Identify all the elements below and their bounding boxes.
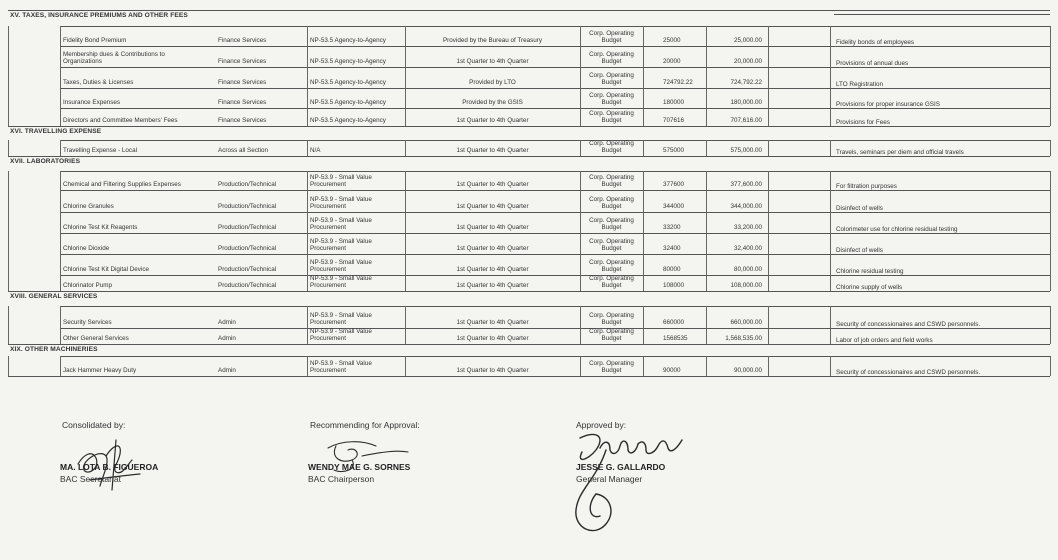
row-fund-source: Corp. Operating bbox=[589, 30, 634, 37]
row-total: 724,792.22 bbox=[730, 79, 762, 86]
row-total: 180,000.00 bbox=[730, 99, 762, 106]
table-rule bbox=[60, 190, 1050, 191]
section-title: XIX. OTHER MACHINERIES bbox=[10, 346, 98, 353]
column-rule bbox=[8, 275, 9, 291]
column-rule bbox=[8, 356, 9, 376]
row-schedule: 1st Quarter to 4th Quarter bbox=[456, 203, 529, 210]
row-mode: NP-53.9 - Small Value bbox=[310, 196, 372, 203]
column-rule bbox=[1050, 88, 1051, 108]
signatory-name: JESSE G. GALLARDO bbox=[576, 462, 666, 472]
row-fund-source: Budget bbox=[601, 319, 622, 326]
row-fund-source: Corp. Operating bbox=[589, 238, 634, 245]
row-mode: NP-53.9 - Small Value bbox=[310, 217, 372, 224]
column-rule bbox=[830, 171, 831, 190]
column-rule bbox=[830, 306, 831, 328]
row-fund-source: Corp. Operating bbox=[589, 259, 634, 266]
row-mode: Procurement bbox=[310, 181, 347, 188]
column-rule bbox=[1050, 356, 1051, 376]
table-rule bbox=[60, 254, 1050, 255]
row-fund-source: Corp. Operating bbox=[589, 140, 634, 147]
column-rule bbox=[1050, 171, 1051, 190]
row-schedule: 1st Quarter to 4th Quarter bbox=[456, 147, 529, 154]
column-rule bbox=[1050, 328, 1051, 344]
column-rule bbox=[8, 140, 9, 156]
column-rule bbox=[643, 306, 644, 328]
row-remarks: Disinfect of wells bbox=[836, 205, 883, 212]
column-rule bbox=[8, 190, 9, 212]
column-rule bbox=[1050, 190, 1051, 212]
row-fund-source: Budget bbox=[601, 335, 622, 342]
row-fund-source: Budget bbox=[601, 203, 622, 210]
row-abc: 20000 bbox=[663, 58, 681, 65]
row-remarks: LTO Registration bbox=[836, 81, 884, 88]
column-rule bbox=[60, 108, 61, 126]
column-rule bbox=[307, 190, 308, 212]
column-rule bbox=[60, 212, 61, 233]
row-fund-source: Corp. Operating bbox=[589, 174, 634, 181]
column-rule bbox=[60, 46, 61, 67]
table-rule bbox=[8, 126, 1050, 127]
table-rule bbox=[60, 67, 1050, 68]
column-rule bbox=[1050, 254, 1051, 275]
row-abc: 707616 bbox=[663, 117, 685, 124]
row-end-user: Finance Services bbox=[218, 37, 267, 44]
row-item: Travelling Expense - Local bbox=[63, 147, 137, 154]
row-mode: NP-53.9 - Small Value bbox=[310, 275, 372, 282]
column-rule bbox=[307, 46, 308, 67]
row-total: 575,000.00 bbox=[730, 147, 762, 154]
row-end-user: Admin bbox=[218, 319, 236, 326]
table-rule bbox=[834, 376, 1050, 377]
column-rule bbox=[60, 328, 61, 344]
column-rule bbox=[307, 171, 308, 190]
row-total: 108,000.00 bbox=[730, 282, 762, 289]
column-rule bbox=[830, 254, 831, 275]
row-fund-source: Budget bbox=[601, 224, 622, 231]
row-fund-source: Budget bbox=[601, 245, 622, 252]
column-rule bbox=[643, 88, 644, 108]
signatory-title: BAC Chairperson bbox=[308, 474, 375, 484]
table-rule bbox=[60, 233, 1050, 234]
row-abc: 724792.22 bbox=[663, 79, 693, 86]
section-title: XVI. TRAVELLING EXPENSE bbox=[10, 128, 102, 135]
row-mode: NP-53.9 - Small Value bbox=[310, 360, 372, 367]
row-total: 32,400.00 bbox=[733, 245, 762, 252]
row-total: 33,200.00 bbox=[733, 224, 762, 231]
row-fund-source: Corp. Operating bbox=[589, 110, 634, 117]
row-mode: NP-53.5 Agency-to-Agency bbox=[310, 58, 386, 65]
row-fund-source: Corp. Operating bbox=[589, 360, 634, 367]
row-remarks: Colorimeter use for chlorine residual testing bbox=[836, 226, 958, 233]
column-rule bbox=[307, 26, 308, 46]
signatory-label: Approved by: bbox=[576, 420, 627, 430]
row-fund-source: Budget bbox=[601, 367, 622, 374]
row-schedule: 1st Quarter to 4th Quarter bbox=[456, 335, 529, 342]
row-schedule: 1st Quarter to 4th Quarter bbox=[456, 224, 529, 231]
row-abc: 90000 bbox=[663, 367, 681, 374]
signatory-name: WENDY MAE G. SORNES bbox=[308, 462, 411, 472]
column-rule bbox=[1050, 46, 1051, 67]
column-rule bbox=[768, 212, 769, 233]
row-item: Chlorine Granules bbox=[63, 203, 114, 210]
column-rule bbox=[830, 275, 831, 291]
column-rule bbox=[643, 67, 644, 88]
column-rule bbox=[60, 171, 61, 190]
row-total: 20,000.00 bbox=[733, 58, 762, 65]
column-rule bbox=[768, 67, 769, 88]
row-remarks: Fidelity bonds of employees bbox=[836, 39, 915, 46]
row-remarks: Chlorine supply of wells bbox=[836, 284, 903, 291]
table-rule bbox=[8, 10, 1050, 11]
column-rule bbox=[830, 26, 831, 46]
row-item: Other General Services bbox=[63, 335, 129, 342]
row-fund-source: Corp. Operating bbox=[589, 275, 634, 282]
column-rule bbox=[307, 356, 308, 376]
row-item: Insurance Expenses bbox=[63, 99, 121, 106]
row-abc: 660000 bbox=[663, 319, 685, 326]
column-rule bbox=[307, 275, 308, 291]
column-rule bbox=[307, 140, 308, 156]
row-end-user: Production/Technical bbox=[218, 282, 277, 289]
column-rule bbox=[768, 306, 769, 328]
column-rule bbox=[643, 275, 644, 291]
table-rule bbox=[60, 26, 1050, 27]
row-schedule: 1st Quarter to 4th Quarter bbox=[456, 319, 529, 326]
row-mode: NP-53.5 Agency-to-Agency bbox=[310, 37, 386, 44]
row-schedule: 1st Quarter to 4th Quarter bbox=[456, 58, 529, 65]
row-end-user: Admin bbox=[218, 335, 236, 342]
column-rule bbox=[8, 88, 9, 108]
row-item: Chlorinator Pump bbox=[63, 282, 112, 289]
column-rule bbox=[60, 26, 61, 46]
column-rule bbox=[643, 26, 644, 46]
row-fund-source: Corp. Operating bbox=[589, 328, 634, 335]
column-rule bbox=[768, 140, 769, 156]
row-mode: NP-53.5 Agency-to-Agency bbox=[310, 117, 386, 124]
signatory-name: MA. LOTA B. FIGUEROA bbox=[60, 462, 159, 472]
row-remarks: Provisions for Fees bbox=[836, 119, 890, 126]
row-schedule: 1st Quarter to 4th Quarter bbox=[456, 367, 529, 374]
row-mode: NP-53.9 - Small Value bbox=[310, 238, 372, 245]
column-rule bbox=[830, 88, 831, 108]
column-rule bbox=[60, 356, 61, 376]
column-rule bbox=[643, 46, 644, 67]
signature-gallardo bbox=[566, 420, 716, 550]
row-abc: 33200 bbox=[663, 224, 681, 231]
row-fund-source: Budget bbox=[601, 117, 622, 124]
row-end-user: Production/Technical bbox=[218, 224, 277, 231]
column-rule bbox=[830, 46, 831, 67]
table-rule bbox=[60, 212, 1050, 213]
column-rule bbox=[8, 212, 9, 233]
row-end-user: Admin bbox=[218, 367, 236, 374]
row-mode: Procurement bbox=[310, 282, 347, 289]
row-item: Organizations bbox=[63, 58, 102, 65]
column-rule bbox=[1050, 140, 1051, 156]
signatory-title: BAC Secretariat bbox=[60, 474, 121, 484]
table-rule bbox=[60, 88, 1050, 89]
column-rule bbox=[307, 233, 308, 254]
column-rule bbox=[60, 140, 61, 156]
signature-sornes bbox=[322, 436, 412, 476]
row-remarks: Security of concessionaires and CSWD personnels. bbox=[836, 369, 981, 376]
section-title: XVIII. GENERAL SERVICES bbox=[10, 293, 98, 300]
column-rule bbox=[1050, 212, 1051, 233]
row-end-user: Production/Technical bbox=[218, 203, 277, 210]
row-mode: Procurement bbox=[310, 203, 347, 210]
column-rule bbox=[768, 108, 769, 126]
column-rule bbox=[830, 108, 831, 126]
section-title: XV. TAXES, INSURANCE PREMIUMS AND OTHER FEES bbox=[10, 12, 188, 19]
table-rule bbox=[60, 171, 1050, 172]
row-abc: 1568535 bbox=[663, 335, 688, 342]
column-rule bbox=[768, 88, 769, 108]
table-rule bbox=[834, 14, 1050, 15]
row-remarks: Provisions of annual dues bbox=[836, 60, 909, 67]
row-schedule: Provided by LTO bbox=[469, 79, 516, 86]
column-rule bbox=[830, 67, 831, 88]
column-rule bbox=[60, 190, 61, 212]
column-rule bbox=[8, 67, 9, 88]
row-fund-source: Corp. Operating bbox=[589, 312, 634, 319]
column-rule bbox=[768, 275, 769, 291]
column-rule bbox=[307, 108, 308, 126]
column-rule bbox=[643, 356, 644, 376]
column-rule bbox=[8, 306, 9, 328]
column-rule bbox=[8, 26, 9, 46]
column-rule bbox=[8, 108, 9, 126]
table-rule bbox=[60, 328, 1050, 329]
column-rule bbox=[830, 233, 831, 254]
column-rule bbox=[643, 328, 644, 344]
column-rule bbox=[60, 275, 61, 291]
row-item: Membership dues & Contributions to bbox=[63, 51, 165, 58]
table-rule bbox=[60, 306, 1050, 307]
column-rule bbox=[1050, 233, 1051, 254]
row-end-user: Across all Section bbox=[218, 147, 269, 154]
column-rule bbox=[60, 88, 61, 108]
column-rule bbox=[60, 306, 61, 328]
row-remarks: Disinfect of wells bbox=[836, 247, 883, 254]
row-end-user: Finance Services bbox=[218, 58, 267, 65]
row-mode: NP-53.5 Agency-to-Agency bbox=[310, 79, 386, 86]
row-abc: 377600 bbox=[663, 181, 685, 188]
row-abc: 25000 bbox=[663, 37, 681, 44]
column-rule bbox=[307, 254, 308, 275]
row-total: 344,000.00 bbox=[730, 203, 762, 210]
row-mode: Procurement bbox=[310, 245, 347, 252]
column-rule bbox=[1050, 67, 1051, 88]
row-item: Chlorine Dioxide bbox=[63, 245, 110, 252]
column-rule bbox=[643, 171, 644, 190]
row-fund-source: Budget bbox=[601, 58, 622, 65]
column-rule bbox=[643, 190, 644, 212]
column-rule bbox=[643, 108, 644, 126]
row-item: Chlorine Test Kit Digital Device bbox=[63, 266, 149, 273]
row-fund-source: Budget bbox=[601, 79, 622, 86]
row-fund-source: Corp. Operating bbox=[589, 72, 634, 79]
row-mode: Procurement bbox=[310, 266, 347, 273]
row-fund-source: Budget bbox=[601, 147, 622, 154]
row-schedule: 1st Quarter to 4th Quarter bbox=[456, 117, 529, 124]
column-rule bbox=[1050, 275, 1051, 291]
row-remarks: Travels, seminars per diem and official travels bbox=[836, 149, 964, 156]
column-rule bbox=[768, 190, 769, 212]
table-rule bbox=[60, 275, 1050, 276]
row-mode: NP-53.9 - Small Value bbox=[310, 259, 372, 266]
row-mode: Procurement bbox=[310, 335, 347, 342]
row-schedule: Provided by the GSIS bbox=[462, 99, 523, 106]
row-end-user: Finance Services bbox=[218, 79, 267, 86]
row-total: 90,000.00 bbox=[733, 367, 762, 374]
column-rule bbox=[1050, 26, 1051, 46]
row-schedule: 1st Quarter to 4th Quarter bbox=[456, 181, 529, 188]
row-fund-source: Budget bbox=[601, 37, 622, 44]
row-mode: Procurement bbox=[310, 367, 347, 374]
row-total: 1,568,535.00 bbox=[725, 335, 762, 342]
row-end-user: Finance Services bbox=[218, 117, 267, 124]
column-rule bbox=[768, 46, 769, 67]
row-fund-source: Corp. Operating bbox=[589, 196, 634, 203]
row-mode: NP-53.5 Agency-to-Agency bbox=[310, 99, 386, 106]
row-remarks: Labor of job orders and field works bbox=[836, 337, 933, 344]
section-title: XVII. LABORATORIES bbox=[10, 158, 81, 165]
table-rule bbox=[60, 356, 1050, 357]
row-end-user: Production/Technical bbox=[218, 245, 277, 252]
column-rule bbox=[8, 233, 9, 254]
row-total: 25,000.00 bbox=[733, 37, 762, 44]
column-rule bbox=[768, 26, 769, 46]
row-total: 377,600.00 bbox=[730, 181, 762, 188]
row-remarks: Security of concessionaires and CSWD personnels. bbox=[836, 321, 981, 328]
row-schedule: 1st Quarter to 4th Quarter bbox=[456, 245, 529, 252]
signatory-title: General Manager bbox=[576, 474, 643, 484]
table-rule bbox=[8, 344, 1050, 345]
row-mode: Procurement bbox=[310, 319, 347, 326]
column-rule bbox=[768, 233, 769, 254]
column-rule bbox=[643, 254, 644, 275]
row-fund-source: Budget bbox=[601, 266, 622, 273]
column-rule bbox=[830, 356, 831, 376]
column-rule bbox=[307, 88, 308, 108]
column-rule bbox=[830, 328, 831, 344]
row-abc: 80000 bbox=[663, 266, 681, 273]
column-rule bbox=[768, 254, 769, 275]
row-fund-source: Corp. Operating bbox=[589, 51, 634, 58]
row-total: 80,000.00 bbox=[733, 266, 762, 273]
table-rule bbox=[60, 108, 1050, 109]
row-fund-source: Budget bbox=[601, 181, 622, 188]
column-rule bbox=[643, 233, 644, 254]
row-item: Chemical and Filtering Supplies Expenses bbox=[63, 181, 181, 188]
table-rule bbox=[8, 291, 1050, 292]
signatory-label: Consolidated by: bbox=[62, 420, 126, 430]
row-end-user: Production/Technical bbox=[218, 266, 277, 273]
row-remarks: Provisions for proper insurance GSIS bbox=[836, 101, 940, 108]
row-fund-source: Budget bbox=[601, 99, 622, 106]
row-abc: 344000 bbox=[663, 203, 685, 210]
row-item: Security Services bbox=[63, 319, 112, 326]
column-rule bbox=[8, 328, 9, 344]
column-rule bbox=[643, 140, 644, 156]
table-rule bbox=[60, 140, 1050, 141]
signature-figueroa bbox=[70, 434, 150, 494]
column-rule bbox=[8, 46, 9, 67]
column-rule bbox=[768, 171, 769, 190]
row-schedule: 1st Quarter to 4th Quarter bbox=[456, 282, 529, 289]
row-remarks: Chlorine residual testing bbox=[836, 268, 904, 275]
row-schedule: Provided by the Bureau of Treasury bbox=[442, 37, 543, 44]
row-total: 707,616.00 bbox=[730, 117, 762, 124]
column-rule bbox=[307, 212, 308, 233]
row-abc: 32400 bbox=[663, 245, 681, 252]
column-rule bbox=[60, 254, 61, 275]
row-abc: 575000 bbox=[663, 147, 685, 154]
row-mode: NP-53.9 - Small Value bbox=[310, 174, 372, 181]
column-rule bbox=[307, 67, 308, 88]
column-rule bbox=[830, 212, 831, 233]
column-rule bbox=[8, 254, 9, 275]
row-item: Fidelity Bond Premium bbox=[63, 37, 127, 44]
column-rule bbox=[1050, 108, 1051, 126]
row-mode: NP-53.9 - Small Value bbox=[310, 328, 372, 335]
row-item: Chlorine Test Kit Reagents bbox=[63, 224, 138, 231]
column-rule bbox=[643, 212, 644, 233]
column-rule bbox=[768, 356, 769, 376]
column-rule bbox=[60, 67, 61, 88]
table-rule bbox=[8, 156, 1050, 157]
row-total: 660,000.00 bbox=[730, 319, 762, 326]
column-rule bbox=[60, 233, 61, 254]
row-fund-source: Corp. Operating bbox=[589, 217, 634, 224]
column-rule bbox=[1050, 306, 1051, 328]
table-rule bbox=[60, 46, 1050, 47]
column-rule bbox=[830, 140, 831, 156]
row-item: Taxes, Duties & Licenses bbox=[63, 79, 134, 86]
signatory-label: Recommending for Approval: bbox=[310, 420, 420, 430]
row-fund-source: Budget bbox=[601, 282, 622, 289]
row-schedule: 1st Quarter to 4th Quarter bbox=[456, 266, 529, 273]
column-rule bbox=[307, 306, 308, 328]
row-remarks: For filtration purposes bbox=[836, 183, 897, 190]
row-abc: 180000 bbox=[663, 99, 685, 106]
row-fund-source: Corp. Operating bbox=[589, 92, 634, 99]
row-item: Jack Hammer Heavy Duty bbox=[63, 367, 137, 374]
row-mode: NP-53.9 - Small Value bbox=[310, 312, 372, 319]
row-end-user: Finance Services bbox=[218, 99, 267, 106]
row-end-user: Production/Technical bbox=[218, 181, 277, 188]
column-rule bbox=[830, 190, 831, 212]
column-rule bbox=[8, 171, 9, 190]
row-mode: Procurement bbox=[310, 224, 347, 231]
row-item: Directors and Committee Members' Fees bbox=[63, 117, 178, 124]
row-abc: 108000 bbox=[663, 282, 685, 289]
row-mode: N/A bbox=[310, 147, 321, 154]
column-rule bbox=[768, 328, 769, 344]
column-rule bbox=[307, 328, 308, 344]
